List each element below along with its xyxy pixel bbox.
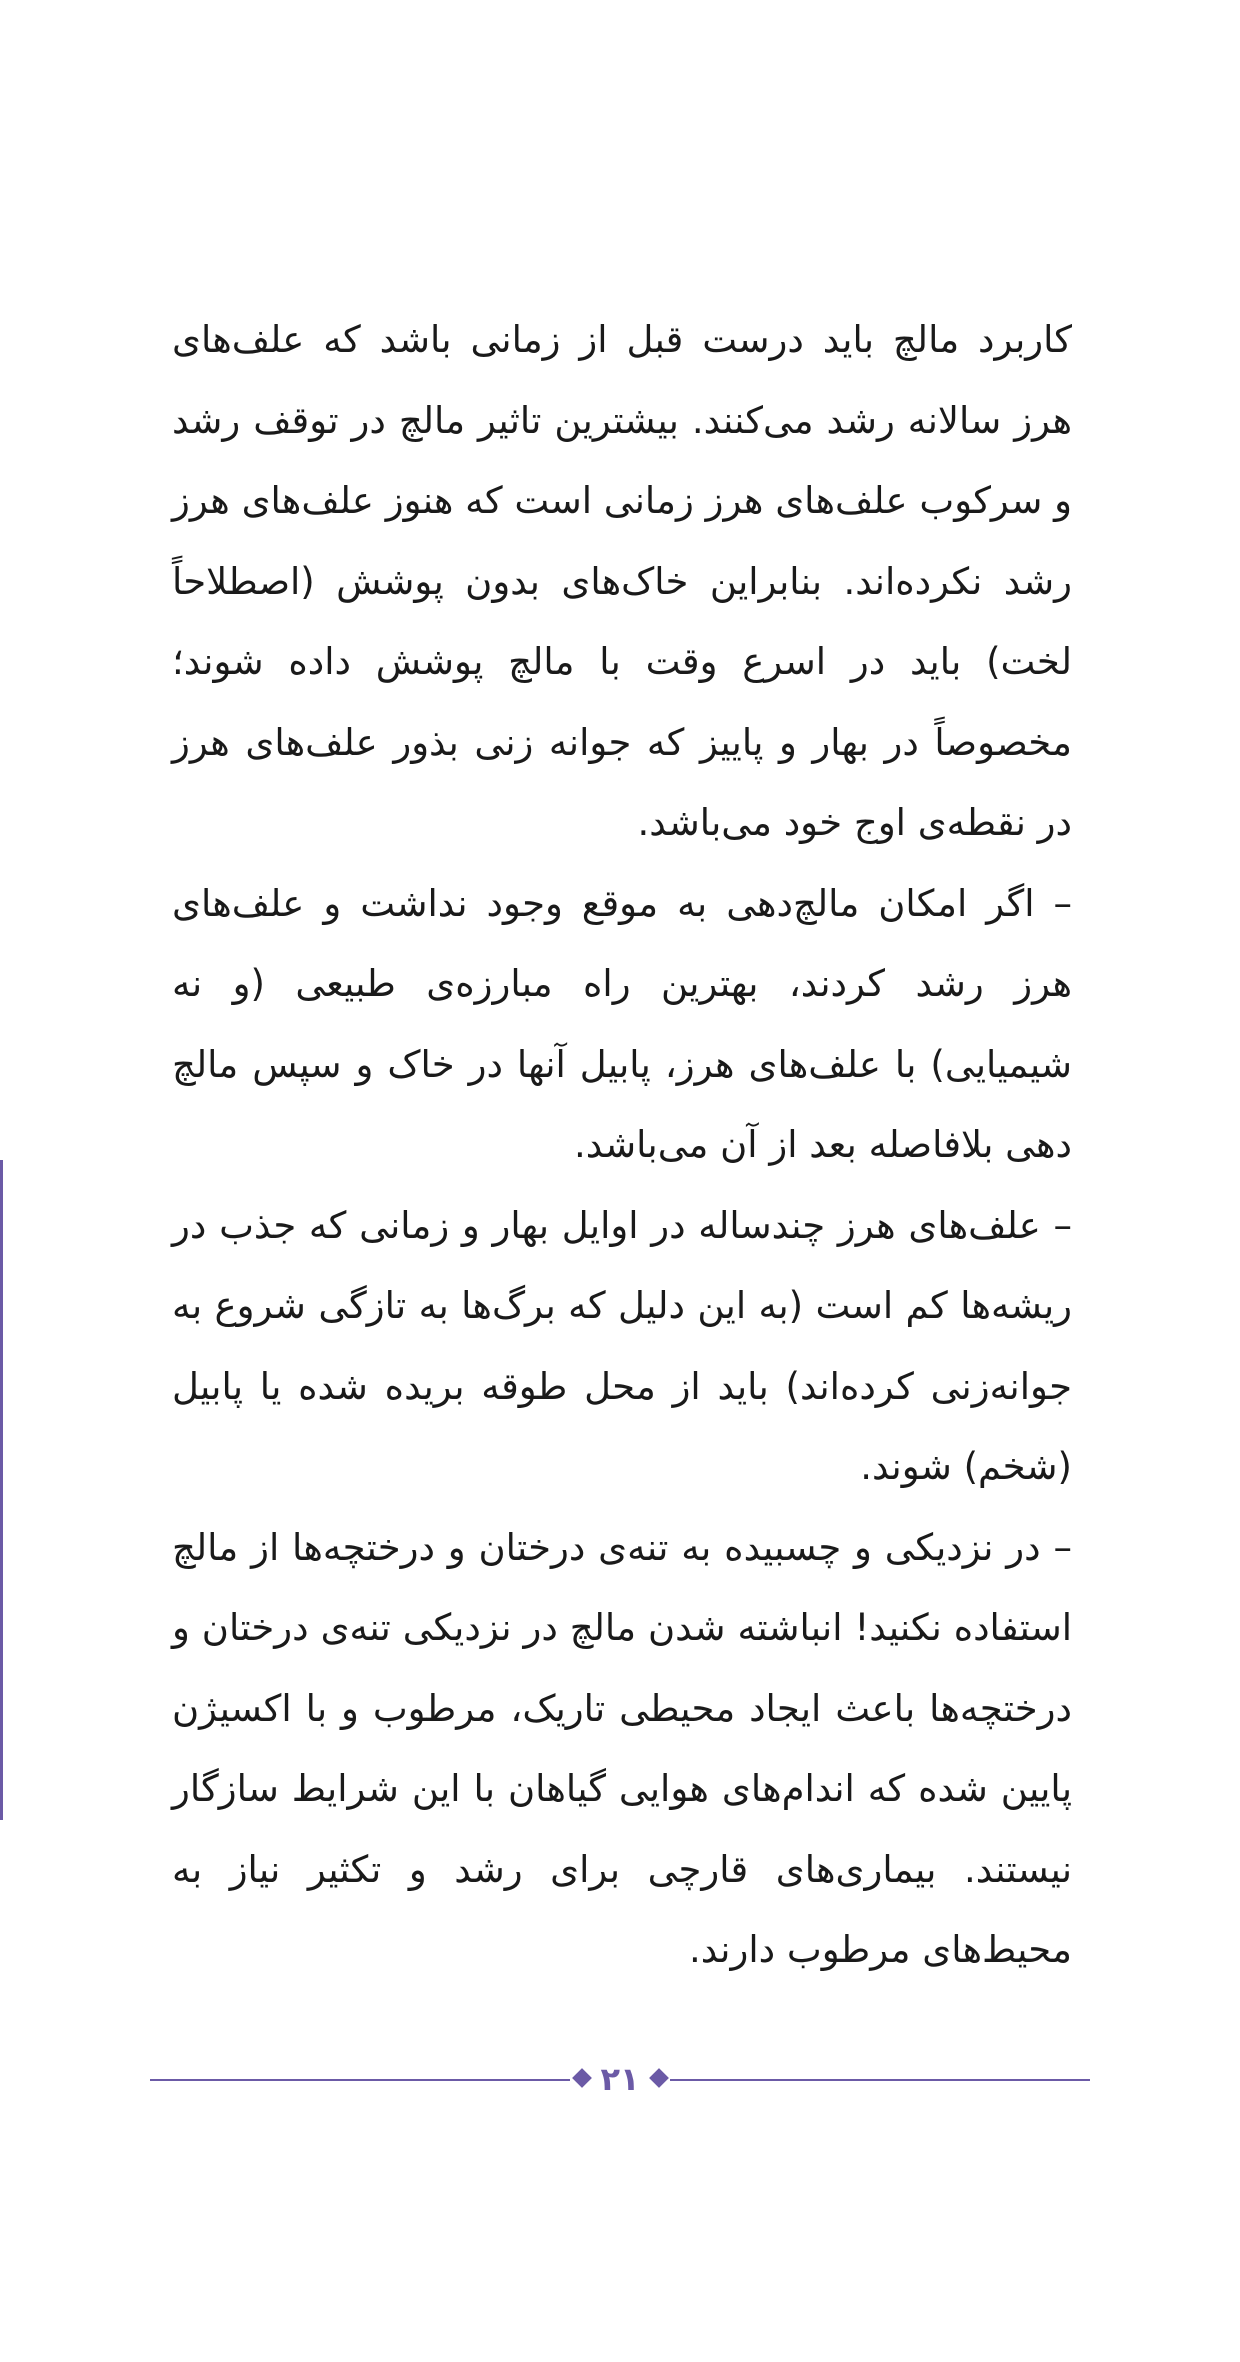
paragraph: – در نزدیکی و چسبیده به تنه‌ی درختان و درختچه‌ها از مالچ استفاده نکنید! انباشته شدن مالچ در نزدیکی تنه‌ی درختان و درختچه‌ها باعث ایجاد محیطی تاریک، مرطوب و با اکسیژن پایین شده که اندام‌های هوایی گیاهان با این شرایط سازگار نیستند. بیماری‌های قارچی برای رشد و تکثیر نیاز به محیط‌های مرطوب دارند. — [172, 1525, 1072, 1971]
diamond-ornament-icon — [649, 2068, 669, 2088]
paragraph: کاربرد مالچ باید درست قبل از زمانی باشد که علف‌های هرز سالانه رشد می‌کنند. بیشترین تاثیر مالچ در توقف رشد و سرکوب علف‌های هرز زمانی است که هنوز علف‌های هرز رشد نکرده‌اند. بنابراین خاک‌های بدون پوشش (اصطلاحاً لخت) باید در اسرع وقت با مالچ پوشش داده شوند؛ مخصوصاً در بهار و پاییز که جوانه زنی بذور علف‌های هرز در نقطه‌ی اوج خود می‌باشد. — [172, 318, 1072, 844]
side-margin-rule — [0, 1160, 3, 1820]
page-number: ۲۱ — [600, 2060, 640, 2098]
paragraph: – علف‌های هرز چندساله در اوایل بهار و زمانی که جذب در ریشه‌ها کم است (به این دلیل که برگ‌ها به تازگی شروع به جوانه‌زنی کرده‌اند) باید از محل طوقه بریده شده یا پابیل (شخم) شوند. — [172, 1203, 1072, 1488]
paragraph: – اگر امکان مالچ‌دهی به موقع وجود نداشت و علف‌های هرز رشد کردند، بهترین راه مبارزه‌ی طبیعی (و نه شیمیایی) با علف‌های هرز، پابیل آنها در خاک و سپس مالچ دهی بلافاصله بعد از آن می‌باشد. — [172, 881, 1072, 1166]
body-text — [172, 300, 1072, 1991]
page-footer — [150, 2056, 1090, 2102]
footer-divider-left — [150, 2079, 570, 2081]
footer-divider-right — [670, 2079, 1090, 2081]
diamond-ornament-icon — [572, 2068, 592, 2088]
